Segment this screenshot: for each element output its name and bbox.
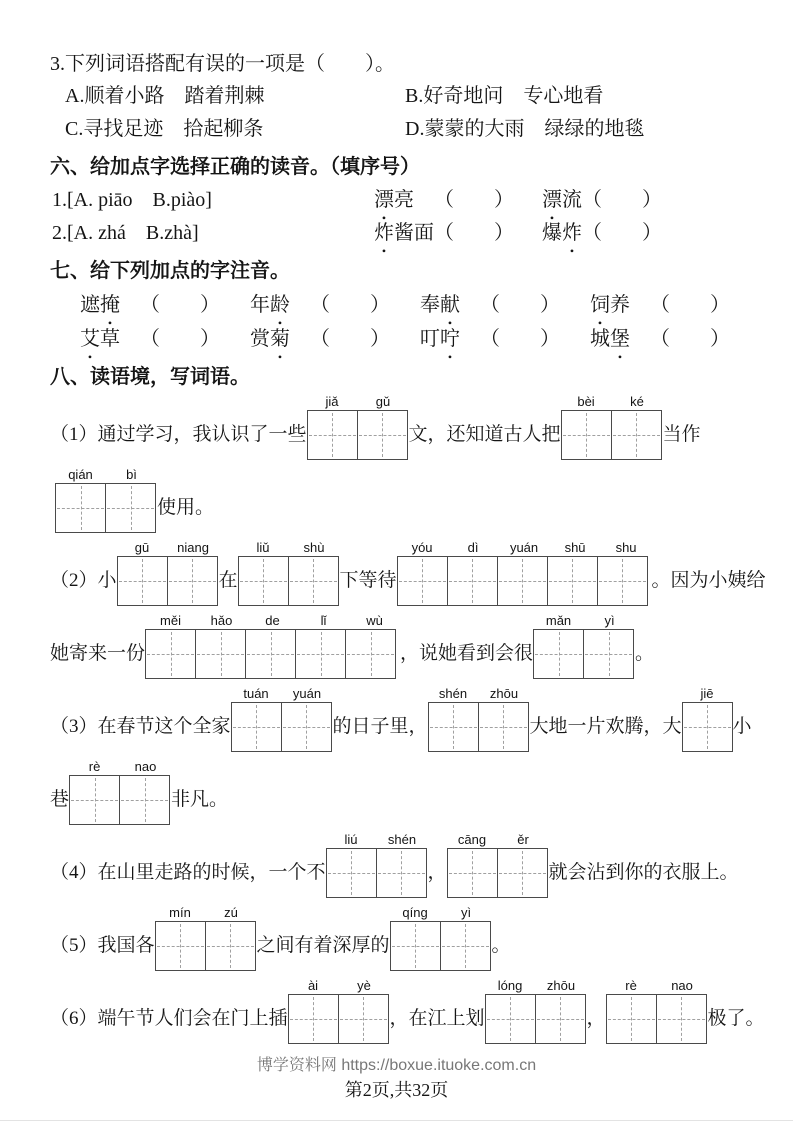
writing-grid — [682, 686, 733, 752]
writing-cell[interactable] — [611, 410, 662, 460]
answer-blank[interactable]: （ ） — [480, 294, 560, 316]
char: 年 — [250, 294, 270, 316]
dotted-word — [80, 327, 120, 352]
writing-cell[interactable] — [295, 629, 346, 679]
option-c[interactable]: C.寻找足迹 拾起柳条 — [65, 118, 264, 140]
pinyin-label: liú — [344, 832, 358, 847]
writing-cell[interactable] — [338, 994, 389, 1044]
char-with-dot: 菊 — [270, 328, 290, 350]
grid-cells — [561, 410, 663, 460]
sentence-text: 。 — [491, 935, 511, 956]
grid-cells — [447, 848, 549, 898]
pinyin-row — [428, 686, 530, 702]
pinyin-label: zú — [224, 905, 238, 920]
writing-cell[interactable] — [245, 629, 296, 679]
pinyin-label: ké — [630, 394, 644, 409]
section-8-title: 八、读语境，写词语。 — [50, 366, 250, 388]
writing-grid — [533, 613, 635, 679]
dotted-word — [374, 221, 434, 246]
char-with-dot: 掩 — [100, 294, 120, 316]
char: 养 — [610, 294, 630, 316]
char-with-dot: 饲 — [590, 294, 610, 316]
pinyin-row — [390, 905, 492, 921]
char: 城 — [590, 328, 610, 350]
word-blank-item — [420, 293, 590, 318]
sentence-text: ， — [427, 862, 447, 883]
pinyin-label: wù — [366, 613, 383, 628]
pinyin-label: dì — [467, 540, 479, 555]
writing-grid — [155, 905, 257, 971]
pinyin-label: yì — [460, 905, 472, 920]
word-blank-item — [250, 327, 420, 352]
spacer — [460, 293, 480, 318]
annotation-row — [50, 327, 793, 352]
word-blank-item — [420, 327, 590, 352]
pinyin-row — [145, 613, 400, 629]
writing-cell[interactable] — [155, 921, 206, 971]
context-sentence-line — [50, 613, 793, 679]
grid-cells — [155, 921, 257, 971]
sentence-text: 小 — [732, 716, 752, 737]
writing-cell[interactable] — [485, 994, 536, 1044]
writing-grid — [606, 978, 708, 1044]
question-3-options — [50, 84, 793, 142]
context-sentence-line — [50, 540, 793, 606]
section-8-body — [50, 394, 793, 1044]
option-row — [50, 84, 793, 109]
sentence-text: 她寄来一份 — [50, 643, 146, 664]
sentence-text: ，在江上划 — [389, 1008, 485, 1029]
pinyin-row — [231, 686, 333, 702]
writing-cell[interactable] — [428, 702, 479, 752]
sentence-text: 下等待 — [339, 570, 397, 591]
grid-cells — [428, 702, 530, 752]
spacer — [414, 188, 434, 213]
pinyin-label: měi — [160, 613, 181, 628]
word-blank-item — [374, 221, 514, 246]
section-7-body — [50, 293, 793, 352]
writing-cell[interactable] — [55, 483, 106, 533]
sentence-text: （2）小 — [50, 570, 117, 591]
spacer — [630, 293, 650, 318]
writing-grid — [485, 978, 587, 1044]
writing-cell[interactable] — [326, 848, 377, 898]
answer-blank[interactable]: （ ） — [310, 294, 390, 316]
spacer — [630, 327, 650, 352]
answer-blank[interactable]: （ ） — [650, 294, 730, 316]
sentence-text: （4）在山里走路的时候，一个不 — [50, 862, 326, 883]
word-blank-item — [374, 188, 514, 213]
dotted-word — [590, 327, 630, 352]
writing-cell[interactable] — [561, 410, 612, 460]
answer-blank[interactable]: （ ） — [582, 189, 662, 211]
answer-blank[interactable]: （ ） — [434, 222, 514, 244]
char: 遮 — [80, 294, 100, 316]
pronunciation-choices: 2.[A. zhá B.zhà] — [52, 222, 199, 244]
dotted-word — [420, 327, 460, 352]
writing-cell[interactable] — [547, 556, 598, 606]
pinyin-row — [238, 540, 340, 556]
sentence-text: 大地一片欢腾，大 — [529, 716, 682, 737]
dotted-word — [374, 188, 414, 213]
pinyin-label: mín — [169, 905, 191, 920]
answer-blank[interactable]: （ ） — [140, 294, 220, 316]
pinyin-label: yuán — [509, 540, 539, 555]
char: 面 — [414, 222, 434, 244]
writing-grid — [397, 540, 652, 606]
pinyin-label: qíng — [402, 905, 428, 920]
writing-cell[interactable] — [238, 556, 289, 606]
answer-blank[interactable]: （ ） — [650, 328, 730, 350]
sentence-text: 文，还知道古人把 — [408, 424, 561, 445]
pronunciation-choices: 1.[A. piāo B.piào] — [52, 189, 212, 211]
pinyin-label: yóu — [411, 540, 433, 555]
word-blank-item — [250, 293, 420, 318]
answer-blank[interactable]: （ ） — [480, 328, 560, 350]
pinyin-row — [55, 467, 157, 483]
pinyin-label: jiē — [700, 686, 714, 701]
char: 爆 — [542, 222, 562, 244]
dotted-word — [80, 293, 120, 318]
grid-cells — [288, 994, 390, 1044]
sentence-text: 。因为小姨给 — [651, 570, 766, 591]
writing-cell[interactable] — [195, 629, 246, 679]
writing-cell[interactable] — [535, 994, 586, 1044]
dotted-word — [542, 188, 582, 213]
pinyin-label: lóng — [497, 978, 523, 993]
writing-cell[interactable] — [167, 556, 218, 606]
pinyin-label: zhōu — [489, 686, 519, 701]
writing-cell[interactable] — [345, 629, 396, 679]
grid-cells — [238, 556, 340, 606]
pinyin-row — [485, 978, 587, 994]
answer-blank[interactable]: （ ） — [310, 328, 390, 350]
writing-cell[interactable] — [397, 556, 448, 606]
option-row — [50, 117, 793, 142]
writing-grid — [390, 905, 492, 971]
pronunciation-row — [50, 221, 793, 246]
char: 酱 — [394, 222, 414, 244]
context-sentence-line — [50, 832, 793, 898]
pinyin-row — [606, 978, 708, 994]
grid-cells — [69, 775, 171, 825]
pinyin-label: mǎn — [545, 613, 572, 628]
answer-blank[interactable]: （ ） — [140, 328, 220, 350]
writing-cell[interactable] — [497, 556, 548, 606]
pinyin-row — [682, 686, 733, 702]
pinyin-label: yuán — [292, 686, 322, 701]
context-sentence-line — [50, 978, 793, 1044]
pinyin-row — [117, 540, 219, 556]
pinyin-row — [307, 394, 409, 410]
option-d[interactable]: D.蒙蒙的大雨 绿绿的地毯 — [405, 118, 645, 140]
writing-cell[interactable] — [533, 629, 584, 679]
sentence-text: 。 — [635, 643, 655, 664]
sentence-text: 非凡。 — [171, 789, 229, 810]
word-blank-item — [80, 327, 250, 352]
sentence-text: ，说她看到会很 — [400, 643, 534, 664]
pinyin-label: rè — [88, 759, 101, 774]
spacer — [460, 327, 480, 352]
writing-cell[interactable] — [497, 848, 548, 898]
grid-cells — [682, 702, 733, 752]
page-number: 第2页,共32页 — [344, 1080, 449, 1100]
writing-grid — [145, 613, 400, 679]
pinyin-label: liǔ — [256, 540, 270, 555]
pinyin-label: shū — [564, 540, 586, 555]
writing-cell[interactable] — [376, 848, 427, 898]
char-with-dot: 漂 — [374, 189, 394, 211]
pinyin-label: lǐ — [320, 613, 327, 628]
writing-cell[interactable] — [478, 702, 529, 752]
writing-cell[interactable] — [583, 629, 634, 679]
writing-cell[interactable] — [105, 483, 156, 533]
writing-cell[interactable] — [682, 702, 733, 752]
writing-grid — [231, 686, 333, 752]
sentence-text: 极了。 — [707, 1008, 765, 1029]
pinyin-label: jiǎ — [325, 394, 339, 409]
pinyin-row — [447, 832, 549, 848]
context-sentence-line — [50, 686, 793, 752]
pinyin-row — [69, 759, 171, 775]
question-3-stem: 3.下列词语搭配有误的一项是（ ）。 — [50, 53, 395, 75]
pinyin-row — [155, 905, 257, 921]
writing-grid — [117, 540, 219, 606]
writing-cell[interactable] — [597, 556, 648, 606]
watermark-link[interactable]: 博学资料网 https://boxue.ituoke.com.cn — [256, 1057, 537, 1074]
pinyin-row — [561, 394, 663, 410]
sentence-text: （6）端午节人们会在门上插 — [50, 1008, 288, 1029]
grid-cells — [231, 702, 333, 752]
sentence-text: 使用。 — [157, 497, 215, 518]
option-a[interactable]: A.顺着小路 踏着荆棘 — [65, 85, 265, 107]
char: 草 — [100, 328, 120, 350]
pinyin-label: bèi — [577, 394, 595, 409]
grid-cells — [397, 556, 652, 606]
grid-cells — [606, 994, 708, 1044]
word-blank-item — [590, 293, 760, 318]
page-footer — [0, 1056, 793, 1102]
answer-blank[interactable]: （ ） — [582, 222, 662, 244]
grid-cells — [390, 921, 492, 971]
answer-blank[interactable]: （ ） — [434, 189, 514, 211]
char-with-dot: 漂 — [542, 189, 562, 211]
annotation-row — [50, 293, 793, 318]
writing-cell[interactable] — [606, 994, 657, 1044]
char: 奉 — [420, 294, 440, 316]
char-with-dot: 咛 — [440, 328, 460, 350]
sentence-text: 在 — [218, 570, 238, 591]
writing-grid — [238, 540, 340, 606]
sentence-text: （5）我国各 — [50, 935, 155, 956]
pinyin-row — [288, 978, 390, 994]
writing-cell[interactable] — [288, 994, 339, 1044]
writing-cell[interactable] — [440, 921, 491, 971]
writing-cell[interactable] — [117, 556, 168, 606]
char-with-dot: 献 — [440, 294, 460, 316]
pinyin-label: niang — [177, 540, 209, 555]
pronunciation-row — [50, 188, 793, 213]
pinyin-label: rè — [625, 978, 637, 993]
writing-grid — [447, 832, 549, 898]
grid-cells — [326, 848, 428, 898]
word-blank-item — [80, 293, 250, 318]
writing-grid — [428, 686, 530, 752]
writing-grid — [561, 394, 663, 460]
char: 亮 — [394, 189, 414, 211]
dotted-word — [420, 293, 460, 318]
sentence-text: 当作 — [662, 424, 701, 445]
writing-cell[interactable] — [205, 921, 256, 971]
writing-grid — [69, 759, 171, 825]
context-sentence-line — [50, 759, 793, 825]
char-with-dot: 艾 — [80, 328, 100, 350]
section-6-title: 六、给加点字选择正确的读音。（填序号） — [50, 156, 420, 178]
grid-cells — [117, 556, 219, 606]
writing-cell[interactable] — [145, 629, 196, 679]
pinyin-label: bì — [126, 467, 137, 482]
writing-cell[interactable] — [231, 702, 282, 752]
writing-grid — [55, 467, 157, 533]
grid-cells — [533, 629, 635, 679]
sentence-text: ， — [586, 1008, 606, 1029]
writing-cell[interactable] — [69, 775, 120, 825]
context-sentence-line — [50, 467, 793, 533]
writing-cell[interactable] — [307, 410, 358, 460]
char-with-dot: 龄 — [270, 294, 290, 316]
grid-cells — [145, 629, 400, 679]
writing-cell[interactable] — [447, 848, 498, 898]
pinyin-row — [326, 832, 428, 848]
spacer — [120, 327, 140, 352]
pinyin-label: hǎo — [210, 613, 233, 628]
writing-cell[interactable] — [390, 921, 441, 971]
word-blank-item — [542, 188, 662, 213]
char-with-dot: 炸 — [562, 222, 582, 244]
writing-cell[interactable] — [357, 410, 408, 460]
section-7-title: 七、给下列加点的字注音。 — [50, 260, 290, 282]
sentence-text: （1）通过学习，我认识了一些 — [50, 424, 307, 445]
sentence-text: （3）在春节这个全家 — [50, 716, 231, 737]
sentence-text: 的日子里， — [332, 716, 428, 737]
writing-grid — [307, 394, 409, 460]
pinyin-label: yè — [357, 978, 371, 993]
char: 叮 — [420, 328, 440, 350]
context-sentence-line — [50, 394, 793, 460]
writing-cell[interactable] — [119, 775, 170, 825]
pinyin-label: gǔ — [375, 394, 391, 409]
pinyin-label: nao — [134, 759, 157, 774]
pinyin-label: cāng — [457, 832, 487, 847]
sentence-text: 巷 — [50, 789, 70, 810]
char-with-dot: 炸 — [374, 222, 394, 244]
option-b[interactable]: B.好奇地问 专心地看 — [405, 85, 604, 107]
spacer — [120, 293, 140, 318]
writing-cell[interactable] — [656, 994, 707, 1044]
section-6-body — [50, 188, 793, 246]
writing-grid — [326, 832, 428, 898]
char: 流 — [562, 189, 582, 211]
char: 赏 — [250, 328, 270, 350]
dotted-word — [542, 221, 582, 246]
grid-cells — [307, 410, 409, 460]
pinyin-label: de — [265, 613, 280, 628]
sentence-text: 就会沾到你的衣服上。 — [548, 862, 739, 883]
sentence-text: 之间有着深厚的 — [256, 935, 390, 956]
word-blank-item — [590, 327, 760, 352]
pinyin-label: shén — [387, 832, 417, 847]
context-sentence-line — [50, 905, 793, 971]
writing-cell[interactable] — [447, 556, 498, 606]
pinyin-label: tuán — [243, 686, 269, 701]
dotted-word — [250, 327, 290, 352]
word-blank-item — [542, 221, 662, 246]
spacer — [290, 327, 310, 352]
pinyin-label: ěr — [517, 832, 529, 847]
writing-cell[interactable] — [281, 702, 332, 752]
pinyin-label: zhōu — [546, 978, 576, 993]
spacer — [290, 293, 310, 318]
pinyin-label: ài — [307, 978, 319, 993]
pinyin-row — [397, 540, 652, 556]
pinyin-label: gū — [134, 540, 150, 555]
pinyin-label: shén — [438, 686, 468, 701]
pinyin-label: shu — [615, 540, 637, 555]
pinyin-label: yì — [604, 613, 615, 628]
grid-cells — [55, 483, 157, 533]
pinyin-label: qián — [68, 467, 93, 482]
writing-cell[interactable] — [288, 556, 339, 606]
dotted-word — [250, 293, 290, 318]
grid-cells — [485, 994, 587, 1044]
char-with-dot: 堡 — [610, 328, 630, 350]
pinyin-label: nao — [671, 978, 693, 993]
writing-grid — [288, 978, 390, 1044]
pinyin-label: shù — [303, 540, 325, 555]
pinyin-row — [533, 613, 635, 629]
dotted-word — [590, 293, 630, 318]
